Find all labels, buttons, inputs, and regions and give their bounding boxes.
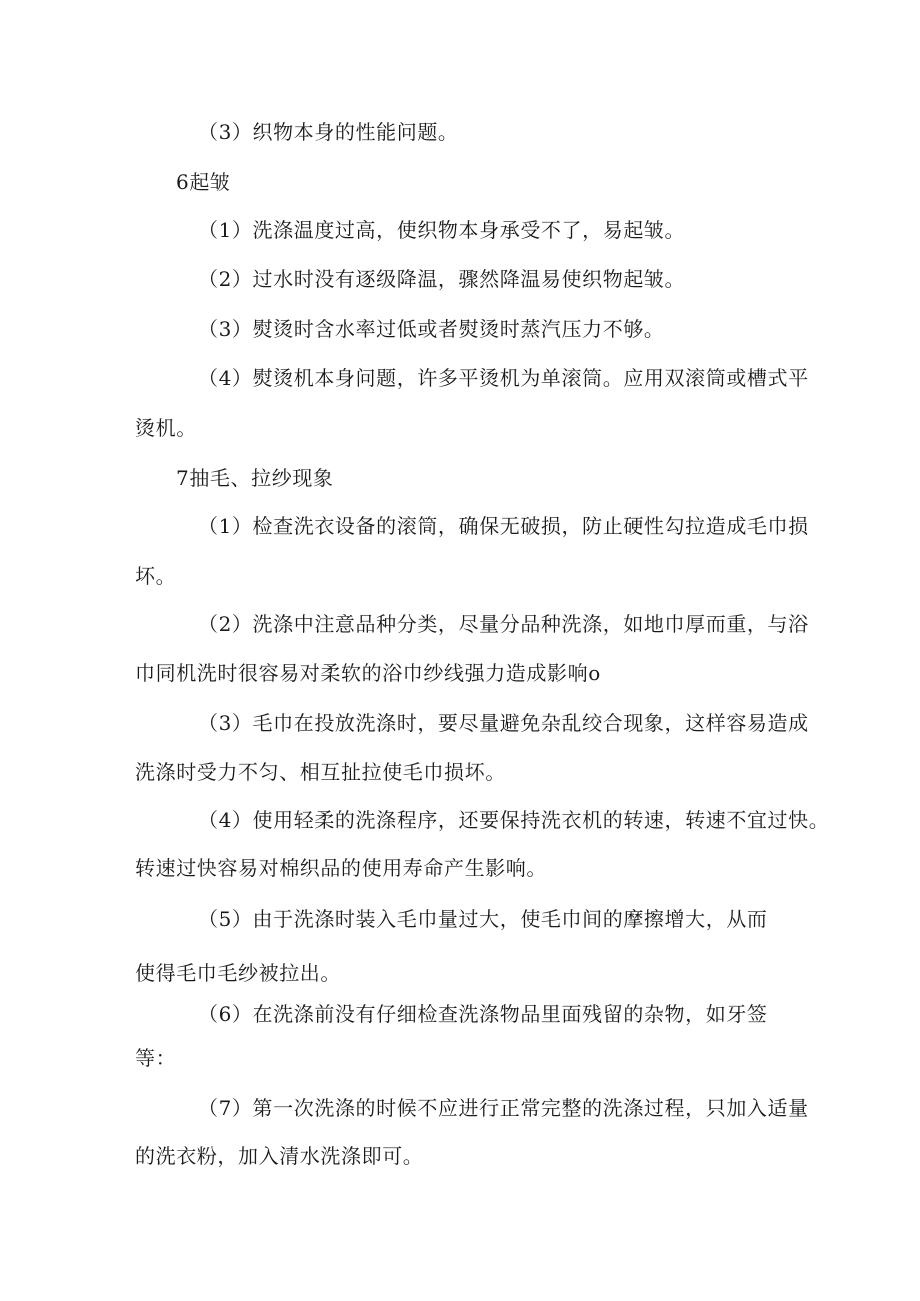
text-line-wrinkle-4-cont: 烫机。 bbox=[135, 416, 197, 440]
section-heading-pilling: 7抽毛、拉纱现象 bbox=[176, 466, 334, 490]
text-line-pilling-4: （4）使用轻柔的洗涤程序，还要保持洗衣机的转速，转速不宜过快。 bbox=[198, 808, 830, 832]
text-line-item-3: （3）织物本身的性能问题。 bbox=[198, 120, 459, 144]
text-line-wrinkle-1: （1）洗涤温度过高，使织物本身承受不了，易起皱。 bbox=[198, 218, 686, 242]
text-line-wrinkle-2: （2）过水时没有逐级降温，骤然降温易使织物起皱。 bbox=[198, 267, 686, 291]
text-line-pilling-5-cont: 使得毛巾毛纱被拉出。 bbox=[135, 961, 341, 985]
text-line-pilling-7: （7）第一次洗涤的时候不应进行正常完整的洗涤过程，只加入适量 bbox=[198, 1096, 809, 1120]
text-line-wrinkle-4: （4）熨烫机本身问题，许多平烫机为单滚筒。应用双滚筒或槽式平 bbox=[198, 366, 809, 390]
text-line-pilling-5: （5）由于洗涤时装入毛巾量过大，使毛巾间的摩擦增大，从而 bbox=[198, 907, 768, 931]
text-line-pilling-3-cont: 洗涤时受力不匀、相互扯拉使毛巾损坏。 bbox=[135, 760, 506, 784]
section-heading-wrinkles: 6起皱 bbox=[176, 170, 231, 194]
text-line-pilling-4-cont: 转速过快容易对棉织品的使用寿命产生影响。 bbox=[135, 856, 547, 880]
text-line-pilling-1-cont: 坏。 bbox=[135, 564, 177, 588]
text-line-pilling-1: （1）检查洗衣设备的滚筒，确保无破损，防止硬性勾拉造成毛巾损 bbox=[198, 514, 809, 538]
text-line-pilling-6: （6）在洗涤前没有仔细检查洗涤物品里面残留的杂物，如牙签 bbox=[198, 1002, 768, 1026]
text-line-pilling-6-cont: 等： bbox=[135, 1046, 177, 1070]
text-line-pilling-2: （2）洗涤中注意品种分类，尽量分品种洗涤，如地巾厚而重，与浴 bbox=[198, 612, 809, 636]
text-line-pilling-2-cont: 巾同机洗时很容易对柔软的浴巾纱线强力造成影响o bbox=[135, 661, 601, 685]
text-line-wrinkle-3: （3）熨烫时含水率过低或者熨烫时蒸汽压力不够。 bbox=[198, 317, 665, 341]
text-line-pilling-7-cont: 的洗衣粉，加入清水洗涤即可。 bbox=[135, 1144, 424, 1168]
text-line-pilling-3: （3）毛巾在投放洗涤时，要尽量避免杂乱绞合现象，这样容易造成 bbox=[198, 711, 809, 735]
